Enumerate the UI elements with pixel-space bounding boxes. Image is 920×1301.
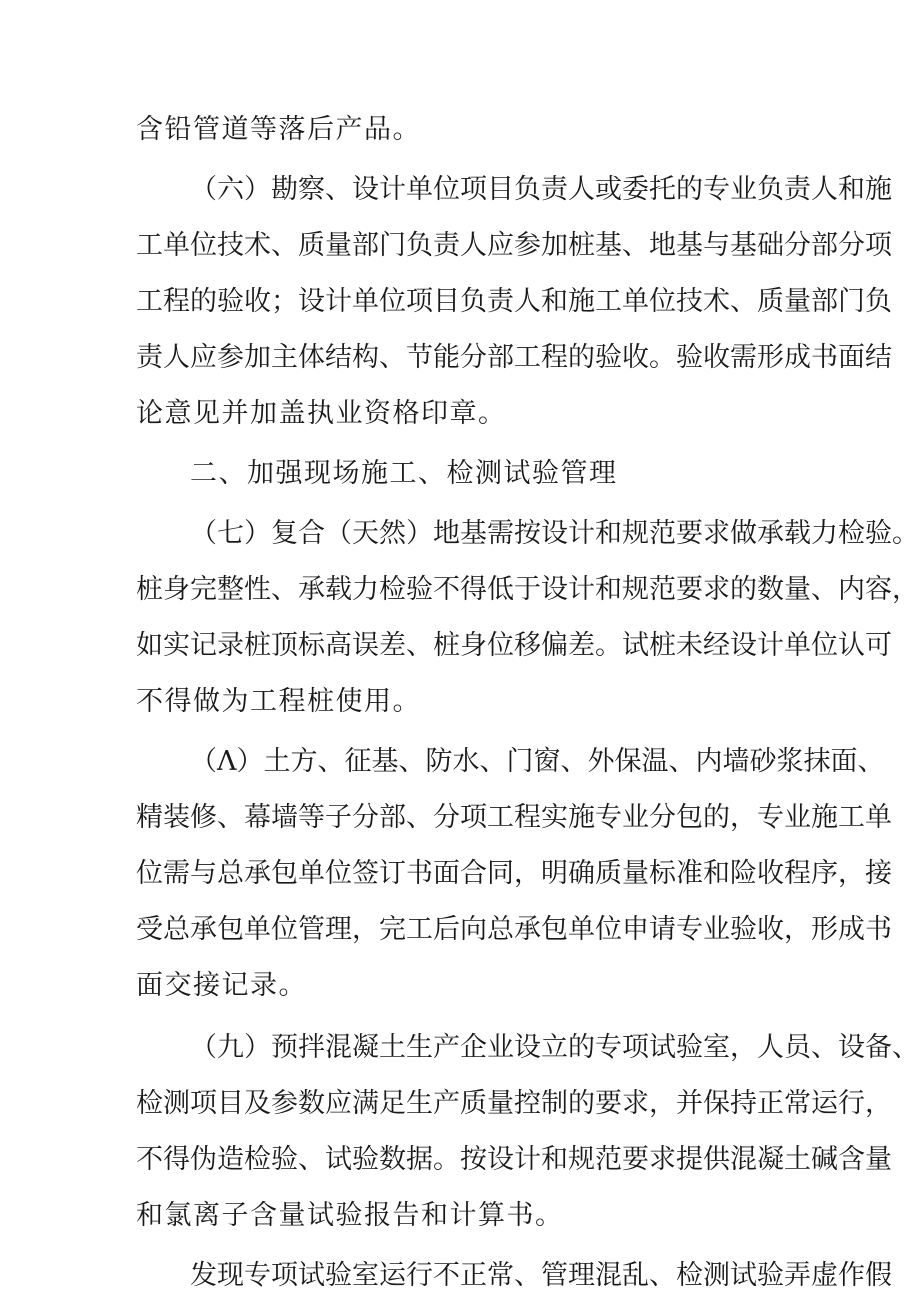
text-line: 工程的验收；设计单位项目负责人和施工单位技术、质量部门负 — [136, 286, 892, 317]
text-line: 论意见并加盖执业资格印章。 — [136, 398, 507, 429]
section-heading: 二、加强现场施工、检测试验管理 — [190, 458, 618, 489]
text-line: 责人应参加主体结构、节能分部工程的验收。验收需形成书面结 — [136, 342, 892, 373]
text-line: （六）勘察、设计单位项目负责人或委托的专业负责人和施 — [190, 174, 892, 205]
text-line: 位需与总承包单位签订书面合同，明确质量标准和险收程序，接 — [136, 858, 892, 889]
text-line: 检测项目及参数应满足生产质量控制的要求，并保持正常运行， — [136, 1088, 892, 1119]
text-line: 不得伪造检验、试验数据。按设计和规范要求提供混凝土碱含量 — [136, 1144, 892, 1175]
text-line: 含铅管道等落后产品。 — [136, 114, 421, 145]
text-line: 工单位技术、质量部门负责人应参加桩基、地基与基础分部分项 — [136, 230, 892, 261]
text-line: （七）复合（天然）地基需按设计和规范要求做承载力检验。 — [190, 518, 919, 549]
text-line: （Λ）土方、征基、防水、门窗、外保温、内墙砂浆抹面、 — [190, 746, 885, 777]
text-line: 如实记录桩顶标高误差、桩身位移偏差。试桩未经设计单位认可 — [136, 630, 892, 661]
text-line: 受总承包单位管理，完工后向总承包单位申请专业验收，形成书 — [136, 914, 892, 945]
text-line: （九）预拌混凝土生产企业设立的专项试验室，人员、设备、 — [190, 1032, 919, 1063]
text-line: 和氯离子含量试验报告和计算书。 — [136, 1200, 564, 1231]
text-line: 面交接记录。 — [136, 970, 307, 1001]
text-line: 精装修、幕墙等子分部、分项工程实施专业分包的，专业施工单 — [136, 802, 892, 833]
text-line: 桩身完整性、承载力检验不得低于设计和规范要求的数量、内容， — [136, 574, 919, 605]
text-line: 发现专项试验室运行不正常、管理混乱、检测试验弄虚作假 — [190, 1260, 892, 1291]
text-line: 不得做为工程桩使用。 — [136, 686, 421, 717]
